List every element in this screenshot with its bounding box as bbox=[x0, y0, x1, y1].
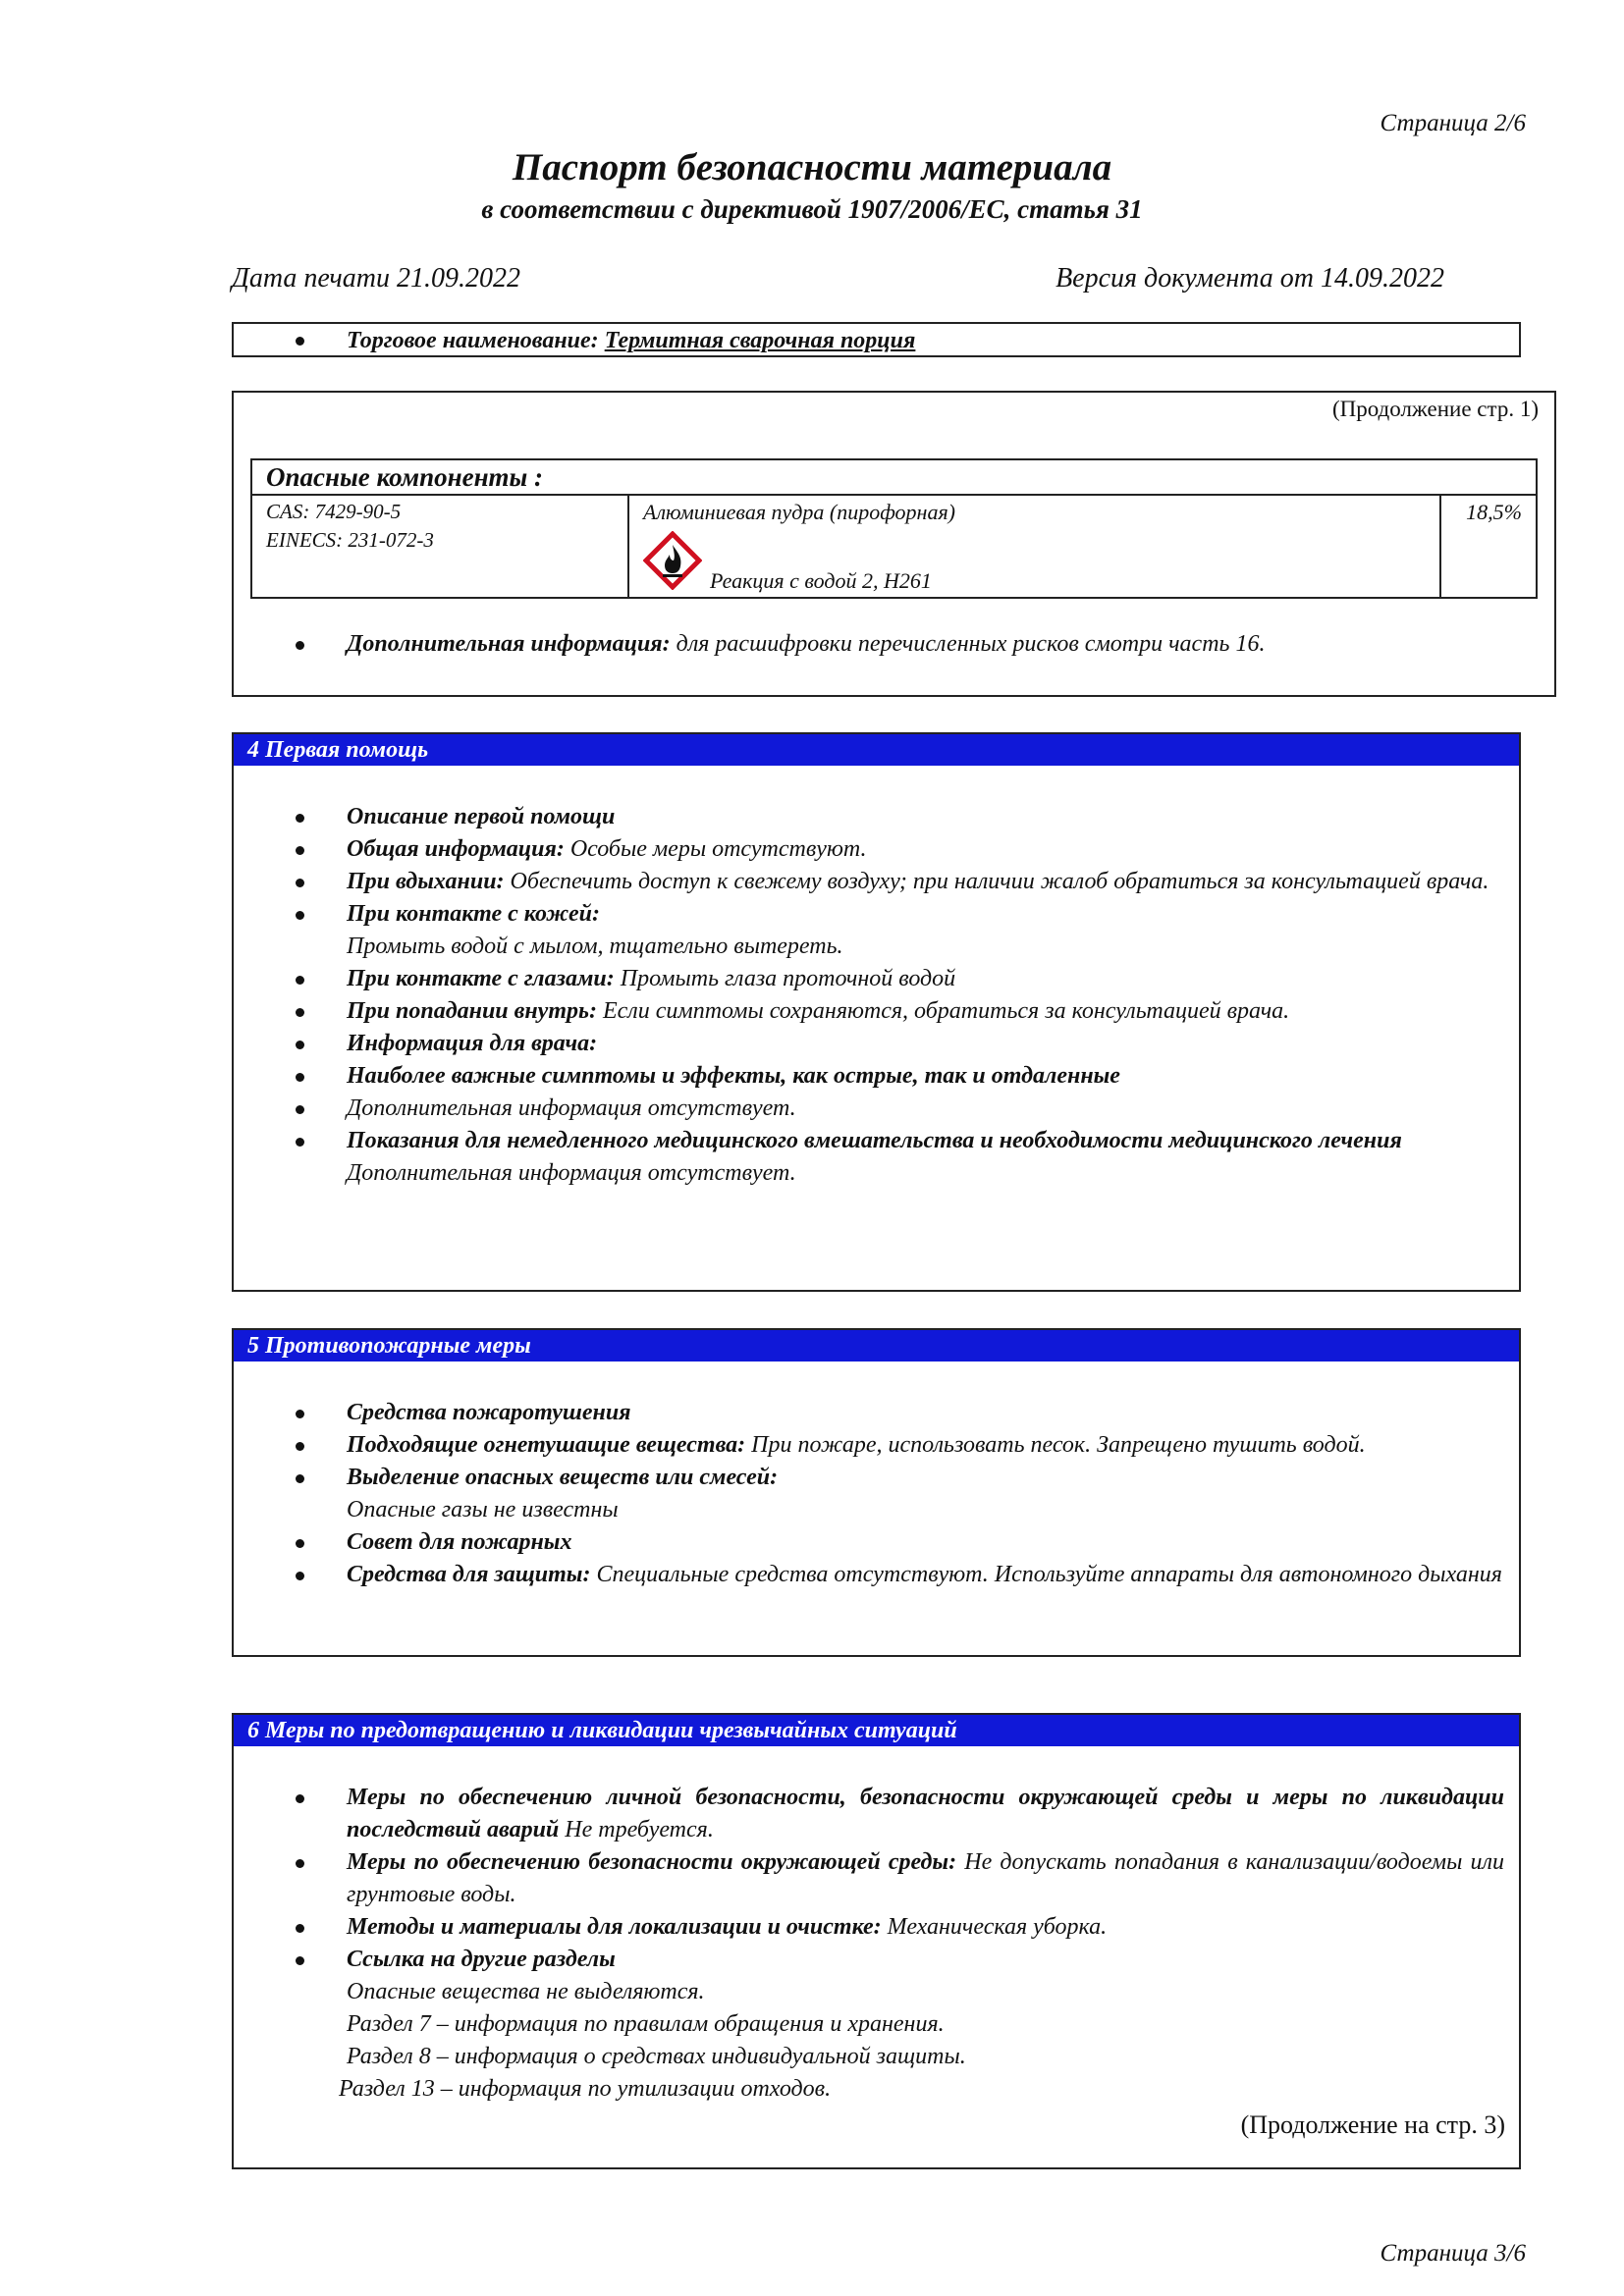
item-label: При контакте с глазами: bbox=[347, 966, 615, 991]
bullet bbox=[296, 911, 304, 920]
continued-from-note: (Продолжение стр. 1) bbox=[1331, 397, 1539, 421]
item-label: Ссылка на другие разделы bbox=[347, 1947, 616, 1972]
list-item bbox=[234, 1060, 1504, 1093]
item-text: Опасные газы не известны bbox=[347, 1497, 619, 1522]
list-item bbox=[234, 1462, 1504, 1526]
bullet bbox=[296, 1924, 304, 1933]
additional-info-label: Дополнительная информация: bbox=[347, 631, 671, 657]
list-item bbox=[234, 1028, 1504, 1060]
components-table bbox=[250, 458, 1538, 599]
bullet bbox=[296, 1008, 304, 1017]
list-item bbox=[234, 866, 1504, 898]
item-label: Описание первой помощи bbox=[347, 804, 616, 829]
item-label: Средства пожаротушения bbox=[347, 1400, 631, 1425]
continued-to-note: (Продолжение на стр. 3) bbox=[1240, 2110, 1505, 2139]
item-text: Дополнительная информация отсутствует. bbox=[347, 1160, 796, 1186]
list-item bbox=[234, 833, 1504, 866]
hazardous-components-box bbox=[232, 391, 1556, 697]
section-accidental-release bbox=[232, 1713, 1521, 2169]
page-number-top: Страница 2/6 bbox=[1380, 110, 1526, 136]
item-text: Промыть водой с мылом, тщательно вытереть. bbox=[347, 934, 843, 959]
cas-number: CAS: 7429-90-5 bbox=[266, 500, 402, 523]
item-label: Общая информация: bbox=[347, 836, 565, 862]
flame-icon bbox=[643, 531, 702, 590]
reference-line: Опасные вещества не выделяются. bbox=[347, 1979, 705, 2004]
item-label: При вдыхании: bbox=[347, 869, 505, 894]
section-first-aid bbox=[232, 732, 1521, 1292]
list-item bbox=[234, 1526, 1504, 1559]
components-heading: Опасные компоненты : bbox=[252, 460, 1536, 496]
item-text: Специальные средства отсутствуют. Используйте аппараты для автономного дыхания bbox=[590, 1562, 1502, 1587]
list-item bbox=[234, 898, 1504, 963]
item-text: Не требуется. bbox=[559, 1817, 714, 1842]
item-label: Подходящие огнетушащие вещества: bbox=[347, 1432, 746, 1458]
substance-cell bbox=[629, 494, 1441, 597]
item-label: Средства для защиты: bbox=[347, 1562, 591, 1587]
item-label: Методы и материалы для локализации и очистке: bbox=[347, 1914, 882, 1940]
item-label: При контакте с кожей: bbox=[347, 901, 600, 927]
list-item bbox=[234, 1911, 1504, 1944]
list-item bbox=[234, 1429, 1504, 1462]
item-label: Наиболее важные симптомы и эффекты, как острые, так и отдаленные bbox=[347, 1063, 1120, 1089]
list-item bbox=[234, 1944, 1504, 2106]
trade-name-label: Торговое наименование: bbox=[347, 328, 599, 353]
item-label: Информация для врача: bbox=[347, 1031, 598, 1056]
item-text: При пожаре, использовать песок. Запрещено тушить водой. bbox=[745, 1432, 1366, 1458]
bullet bbox=[296, 1442, 304, 1451]
document-title: Паспорт безопасности материала bbox=[512, 146, 1112, 188]
trade-name-box bbox=[232, 322, 1521, 357]
section-5-header: 5 Противопожарные меры bbox=[234, 1330, 1519, 1362]
substance-name: Алюминиевая пудра (пирофорная) bbox=[643, 500, 956, 524]
list-item bbox=[234, 1093, 1504, 1125]
section-4-header: 4 Первая помощь bbox=[234, 734, 1519, 766]
bullet bbox=[296, 1859, 304, 1868]
section-firefighting bbox=[232, 1328, 1521, 1657]
list-item bbox=[234, 801, 1504, 833]
section-6-header: 6 Меры по предотвращению и ликвидации чрезвычайных ситуаций bbox=[234, 1715, 1519, 1746]
item-label: Меры по обеспечению личной безопасности, безопасности окружающей среды и меры по ликвидации последствий аварий bbox=[347, 1785, 1504, 1842]
trade-name-value: Термитная сварочная порция bbox=[604, 328, 916, 353]
item-label: Выделение опасных веществ или смесей: bbox=[347, 1465, 779, 1490]
bullet bbox=[296, 1105, 304, 1114]
list-item bbox=[234, 963, 1504, 995]
item-label: Совет для пожарных bbox=[347, 1529, 572, 1555]
hazard-classification: Реакция с водой 2, H261 bbox=[710, 568, 932, 593]
additional-info-item bbox=[234, 628, 1554, 661]
list-item bbox=[234, 1125, 1504, 1190]
bullet bbox=[296, 337, 304, 346]
bullet bbox=[296, 1572, 304, 1580]
bullet bbox=[296, 1794, 304, 1803]
item-text: Если симптомы сохраняются, обратиться за консультацией врача. bbox=[596, 998, 1290, 1024]
bullet bbox=[296, 1956, 304, 1965]
reference-line: Раздел 8 – информация о средствах индивидуальной защиты. bbox=[347, 2044, 966, 2069]
identifiers-cell bbox=[252, 494, 629, 597]
concentration-cell: 18,5% bbox=[1466, 500, 1522, 524]
bullet bbox=[296, 1474, 304, 1483]
list-item bbox=[234, 995, 1504, 1028]
bullet bbox=[296, 846, 304, 855]
item-text: Механическая уборка. bbox=[881, 1914, 1108, 1940]
bullet bbox=[296, 1539, 304, 1548]
bullet bbox=[296, 1073, 304, 1082]
item-label: Меры по обеспечению безопасности окружающей среды: bbox=[347, 1849, 957, 1875]
item-text: Особые меры отсутствуют. bbox=[564, 836, 867, 862]
einecs-number: EINECS: 231-072-3 bbox=[266, 528, 434, 552]
list-item bbox=[234, 1846, 1504, 1911]
bullet bbox=[296, 1410, 304, 1418]
list-item bbox=[234, 1559, 1504, 1591]
page-number-bottom: Страница 3/6 bbox=[1380, 2240, 1526, 2267]
additional-info-text: для расшифровки перечисленных рисков смотри часть 16. bbox=[670, 631, 1266, 657]
reference-line: Раздел 13 – информация по утилизации отходов. bbox=[339, 2076, 832, 2102]
list-item bbox=[234, 1782, 1504, 1846]
bullet bbox=[296, 641, 304, 650]
trade-name-item bbox=[234, 324, 1519, 357]
list-item bbox=[234, 1397, 1504, 1429]
item-text: Промыть глаза проточной водой bbox=[614, 966, 956, 991]
item-label: При попадании внутрь: bbox=[347, 998, 597, 1024]
bullet bbox=[296, 814, 304, 823]
item-label: Показания для немедленного медицинского вмешательства и необходимости медицинского лечения bbox=[347, 1128, 1402, 1153]
reference-line: Раздел 7 – информация по правилам обращения и хранения. bbox=[347, 2011, 945, 2037]
document-subtitle: в соответствии с директивой 1907/2006/ЕС, статья 31 bbox=[481, 194, 1143, 224]
print-date: Дата печати 21.09.2022 bbox=[232, 263, 521, 294]
document-version: Версия документа от 14.09.2022 bbox=[1056, 263, 1444, 294]
bullet bbox=[296, 976, 304, 985]
item-text: Не допускать попадания в канализации/водоемы или грунтовые воды. bbox=[347, 1849, 1504, 1907]
bullet bbox=[296, 1041, 304, 1049]
item-text: Обеспечить доступ к свежему воздуху; при наличии жалоб обратиться за консультацией врача. bbox=[504, 869, 1489, 894]
bullet bbox=[296, 1138, 304, 1147]
item-text: Дополнительная информация отсутствует. bbox=[347, 1095, 796, 1121]
bullet bbox=[296, 879, 304, 887]
